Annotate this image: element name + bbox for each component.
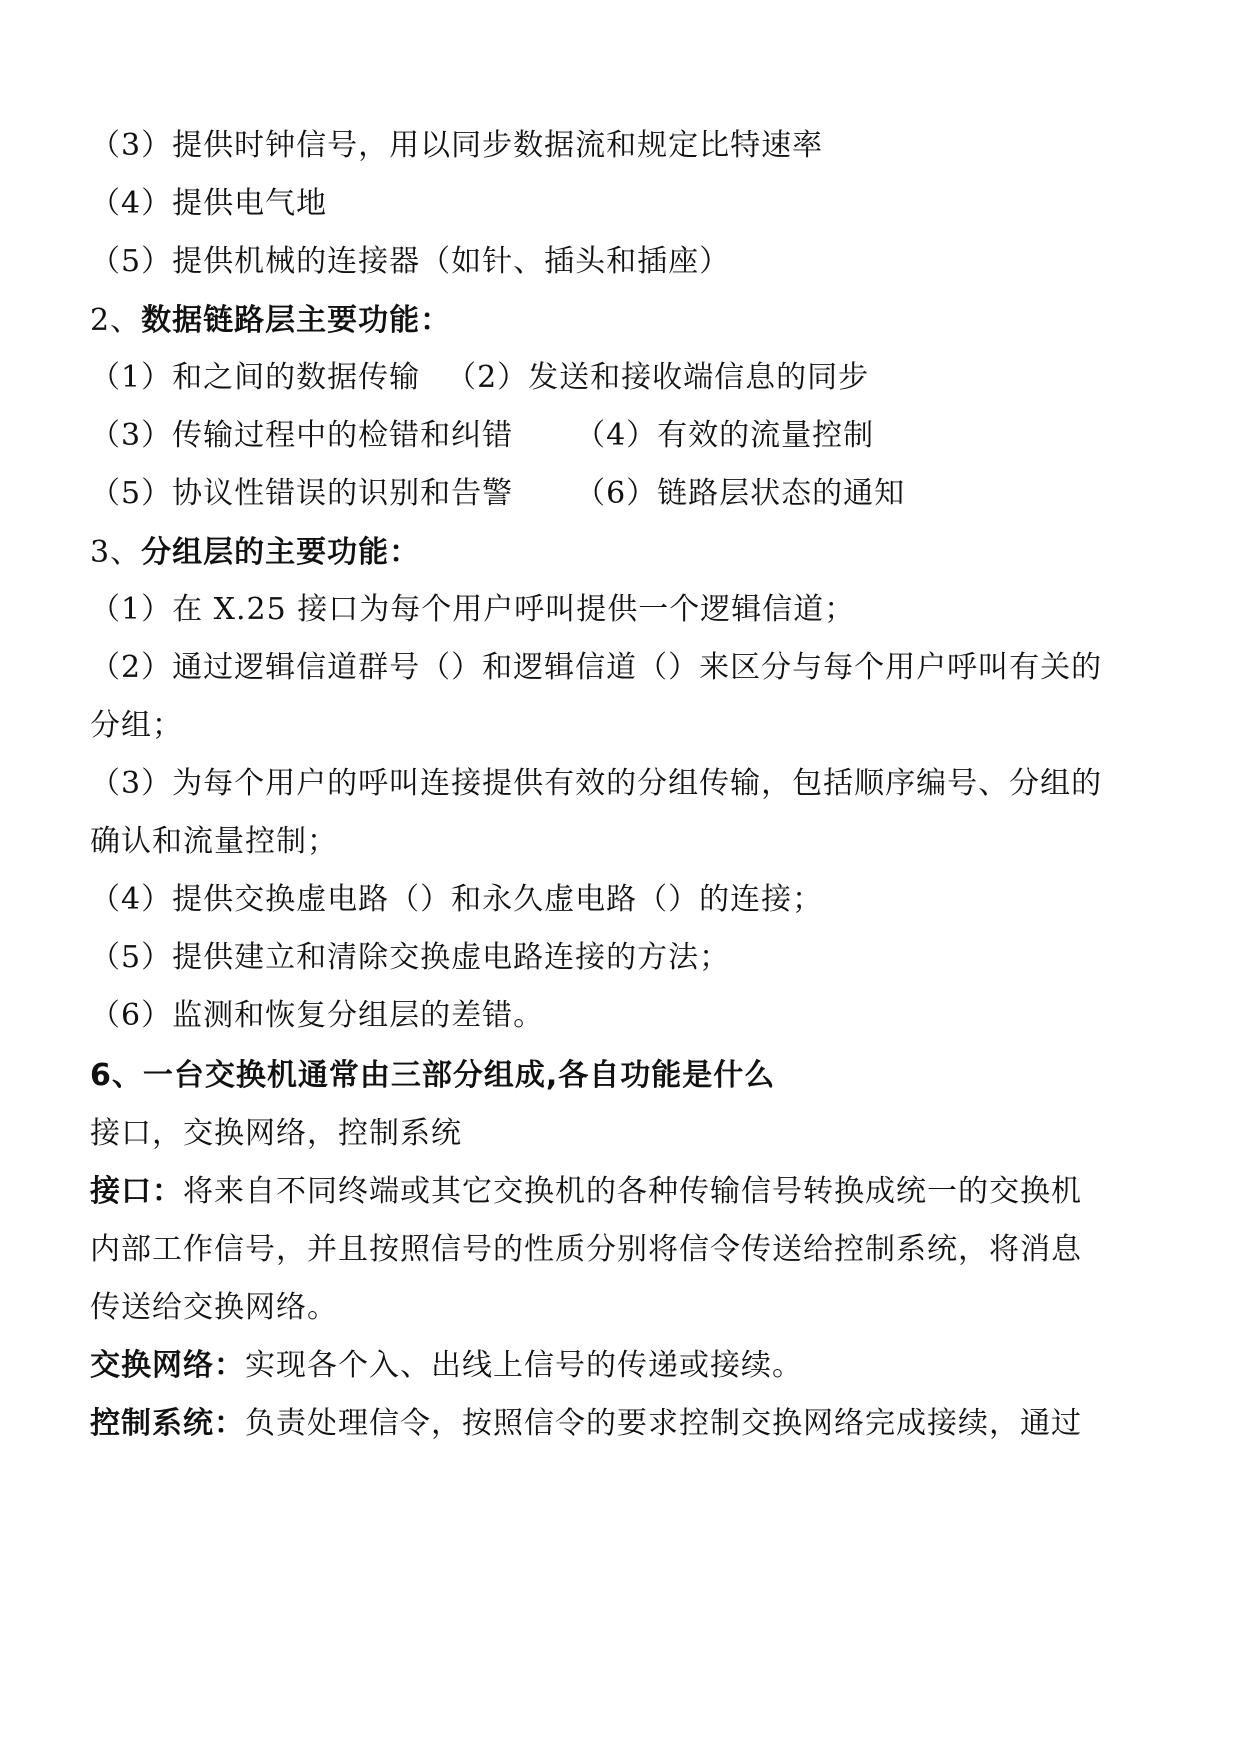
section-heading-data-link-layer [90, 301, 451, 341]
data-link-function-6: （6）链路层状态的通知 [575, 476, 906, 511]
term-label: 控制系统： [90, 1406, 245, 1441]
switch-components-summary: 接口，交换网络，控制系统 [90, 1116, 462, 1151]
packet-layer-function-6: （6）监测和恢复分组层的差错。 [90, 998, 545, 1033]
packet-layer-function-2: （2）通过逻辑信道群号（）和逻辑信道（）来区分与每个用户呼叫有关的 [90, 650, 1103, 685]
interface-description-cont-2: 传送给交换网络。 [90, 1290, 338, 1325]
term-definition: 负责处理信令，按照信令的要求控制交换网络完成接续，通过 [245, 1406, 1082, 1441]
data-link-function-2: （2）发送和接收端信息的同步 [446, 360, 870, 395]
data-link-function-1: （1）和之间的数据传输 [90, 360, 421, 395]
data-link-function-4: （4）有效的流量控制 [575, 418, 875, 453]
term-definition: 实现各个入、出线上信号的传递或接续。 [245, 1348, 803, 1383]
section-number: 2、 [90, 303, 142, 338]
section-number: 3、 [90, 535, 142, 570]
physical-layer-function-4: （4）提供电气地 [90, 186, 328, 221]
term-label: 交换网络： [90, 1348, 245, 1383]
physical-layer-function-5: （5）提供机械的连接器（如针、插头和插座） [90, 244, 731, 279]
question-heading-6: 6、一台交换机通常由三部分组成,各自功能是什么 [90, 1058, 776, 1093]
section-heading-packet-layer [90, 533, 420, 573]
switching-network-description [90, 1346, 803, 1386]
section-title: 数据链路层主要功能： [141, 303, 452, 338]
data-link-function-row-1 [90, 358, 869, 398]
physical-layer-function-3: （3）提供时钟信号，用以同步数据流和规定比特速率 [90, 128, 824, 163]
data-link-function-3: （3）传输过程中的检错和纠错 [90, 418, 514, 453]
control-system-description [90, 1404, 1082, 1444]
interface-description [90, 1172, 1082, 1212]
data-link-function-5: （5）协议性错误的识别和告警 [90, 476, 514, 511]
data-link-function-row-3 [90, 474, 905, 514]
section-title: 分组层的主要功能： [141, 535, 421, 570]
term-label: 接口： [90, 1174, 183, 1209]
packet-layer-function-4: （4）提供交换虚电路（）和永久虚电路（）的连接； [90, 882, 824, 917]
packet-layer-function-2-cont: 分组； [90, 708, 183, 743]
term-definition: 将来自不同终端或其它交换机的各种传输信号转换成统一的交换机 [183, 1174, 1082, 1209]
packet-layer-function-3-cont: 确认和流量控制； [90, 824, 338, 859]
packet-layer-function-1: （1）在 X.25 接口为每个用户呼叫提供一个逻辑信道； [90, 592, 856, 627]
packet-layer-function-3: （3）为每个用户的呼叫连接提供有效的分组传输，包括顺序编号、分组的 [90, 766, 1103, 801]
packet-layer-function-5: （5）提供建立和清除交换虚电路连接的方法； [90, 940, 731, 975]
interface-description-cont-1: 内部工作信号，并且按照信号的性质分别将信令传送给控制系统，将消息 [90, 1232, 1082, 1267]
data-link-function-row-2 [90, 416, 874, 456]
